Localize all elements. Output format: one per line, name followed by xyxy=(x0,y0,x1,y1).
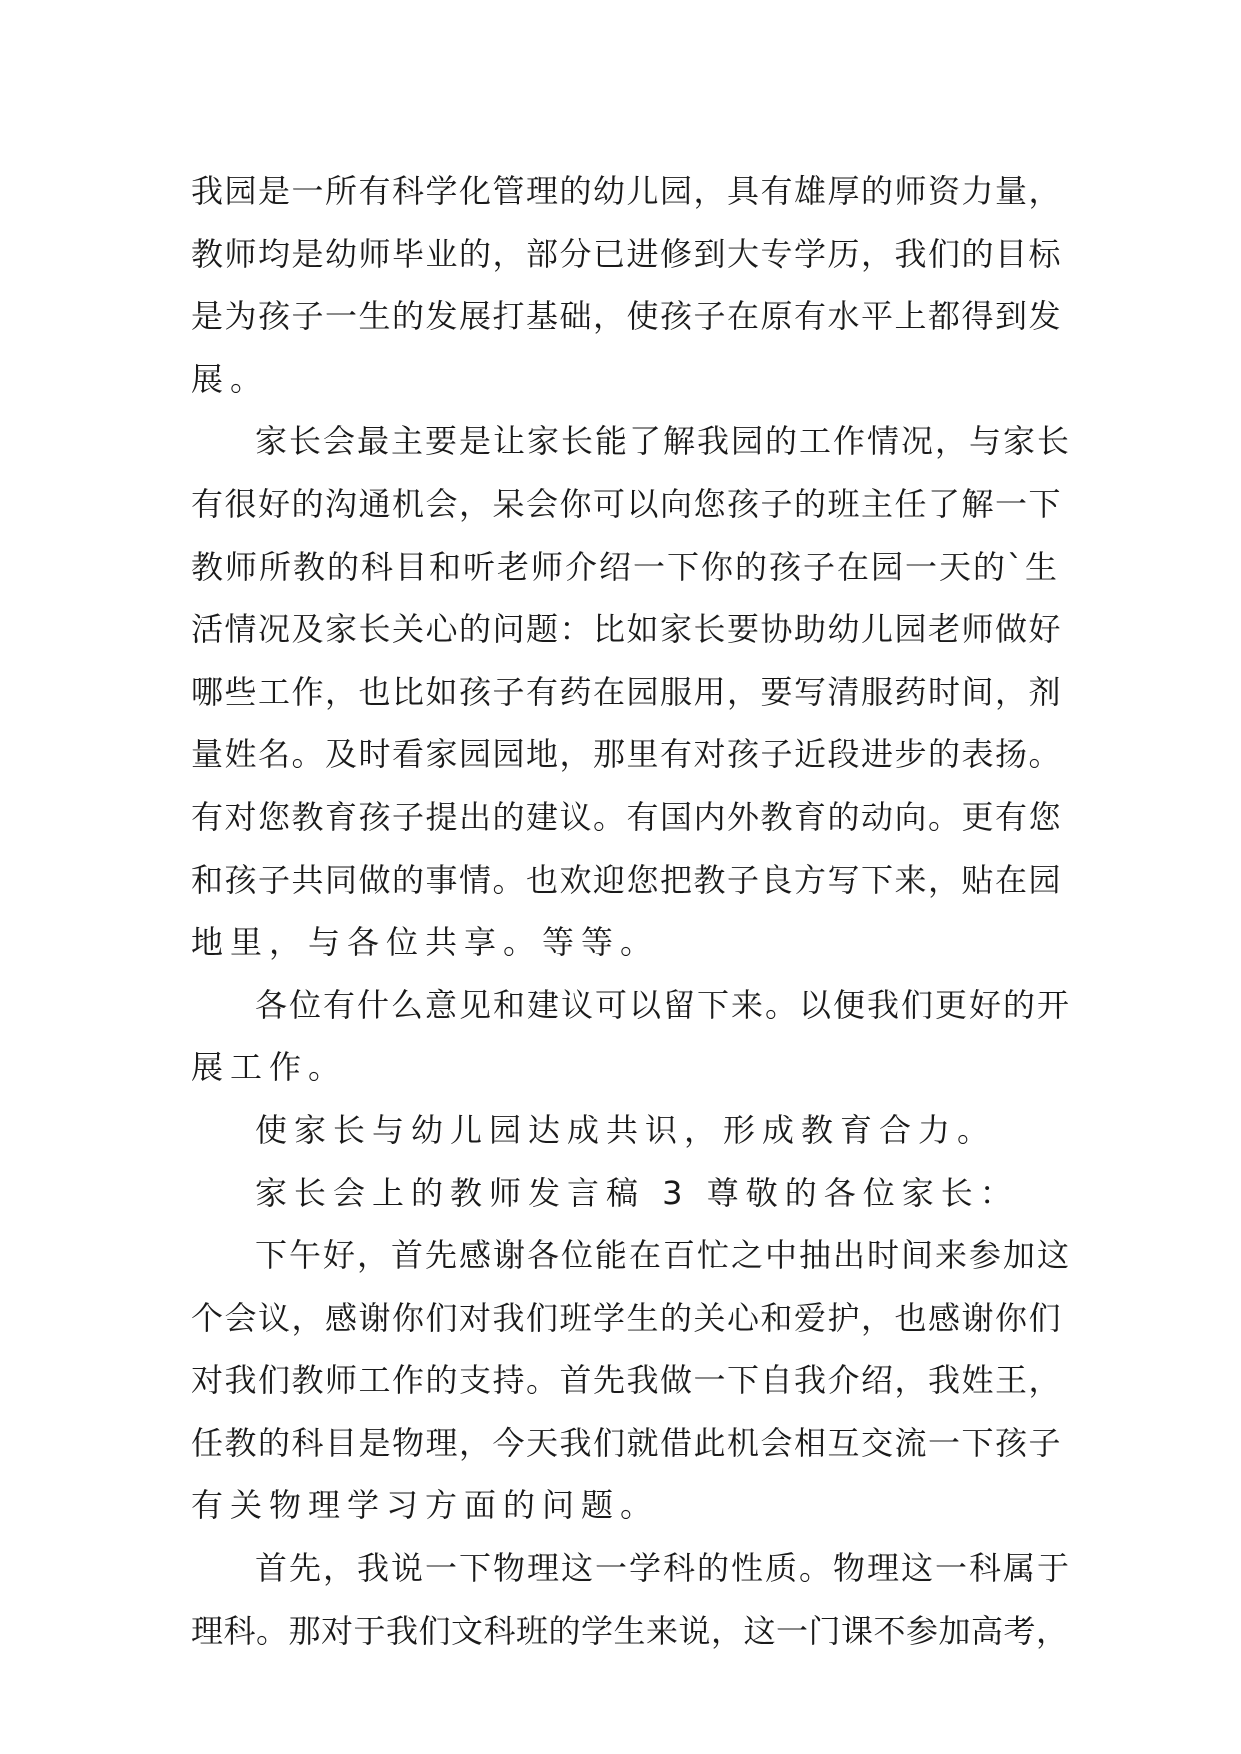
text-line: 有关物理学习方面的问题。 xyxy=(191,1486,660,1525)
text-line: 家长会上的教师发言稿 3 尊敬的各位家长： xyxy=(255,1173,1019,1212)
text-line: 地里，与各位共享。等等。 xyxy=(191,923,660,962)
text-line: 教师均是幼师毕业的，部分已进修到大专学历，我们的目标 xyxy=(191,234,1063,273)
text-line: 哪些工作，也比如孩子有药在园服用，要写清服药时间，剂 xyxy=(191,672,1063,711)
text-line: 理科。那对于我们文科班的学生来说，这一门课不参加高考， xyxy=(191,1611,1069,1650)
text-line: 有对您教育孩子提出的建议。有国内外教育的动向。更有您 xyxy=(191,797,1063,836)
text-line: 使家长与幼儿园达成共识，形成教育合力。 xyxy=(255,1110,997,1149)
text-line: 对我们教师工作的支持。首先我做一下自我介绍，我姓王， xyxy=(191,1361,1063,1400)
text-line: 我园是一所有科学化管理的幼儿园，具有雄厚的师资力量， xyxy=(191,172,1063,210)
text-line: 展。 xyxy=(191,359,270,398)
text-line: 是为孩子一生的发展打基础，使孩子在原有水平上都得到发 xyxy=(191,297,1063,336)
text-line: 有很好的沟通机会，呆会你可以向您孩子的班主任了解一下 xyxy=(191,484,1063,523)
text-line: 首先，我说一下物理这一学科的性质。物理这一科属于 xyxy=(255,1549,1072,1588)
text-line: 任教的科目是物理，今天我们就借此机会相互交流一下孩子 xyxy=(191,1423,1063,1462)
text-line: 量姓名。及时看家园园地，那里有对孩子近段进步的表扬。 xyxy=(191,735,1063,774)
text-line: 活情况及家长关心的问题：比如家长要协助幼儿园老师做好 xyxy=(191,610,1063,649)
text-line: 下午好，首先感谢各位能在百忙之中抽出时间来参加这 xyxy=(255,1236,1072,1275)
text-line: 个会议，感谢你们对我们班学生的关心和爱护，也感谢你们 xyxy=(191,1298,1063,1337)
text-line: 教师所教的科目和听老师介绍一下你的孩子在园一天的`生 xyxy=(191,547,1060,586)
text-line: 展工作。 xyxy=(191,1048,348,1087)
document-body xyxy=(191,160,1071,1662)
text-line: 家长会最主要是让家长能了解我园的工作情况，与家长 xyxy=(255,422,1072,461)
text-line: 和孩子共同做的事情。也欢迎您把教子良方写下来，贴在园 xyxy=(191,860,1063,899)
text-line: 各位有什么意见和建议可以留下来。以便我们更好的开 xyxy=(255,985,1072,1024)
